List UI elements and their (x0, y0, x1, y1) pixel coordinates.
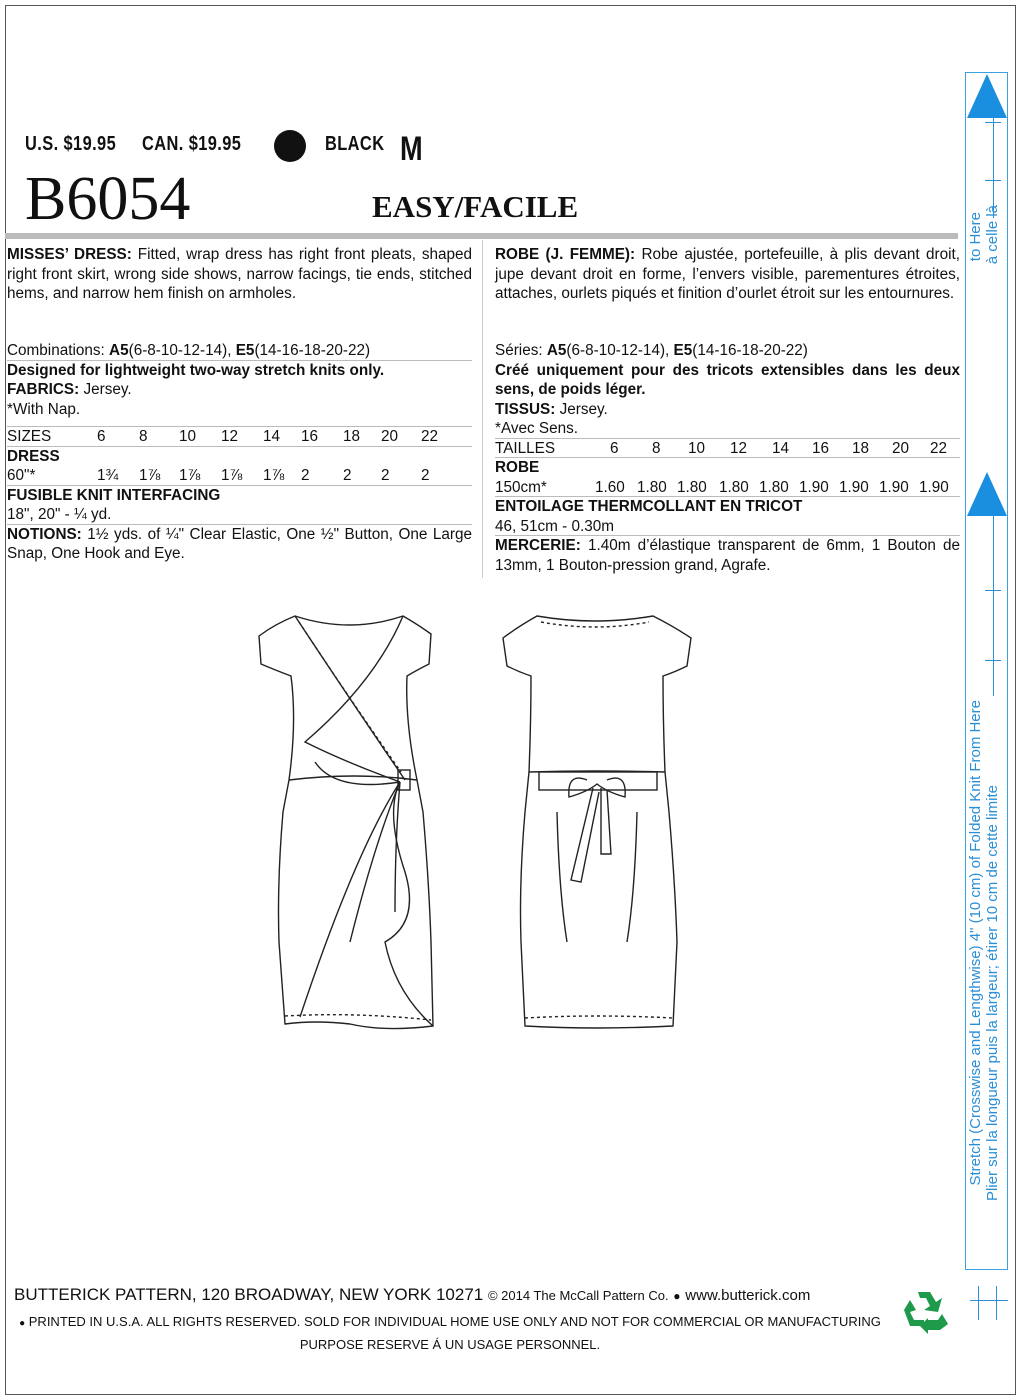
french-column (495, 245, 960, 575)
gauge-tick (985, 180, 1001, 181)
header-rule (5, 233, 958, 239)
color-swatch-icon (274, 130, 306, 162)
french-interfacing-value: 46, 51cm - 0.30m (495, 517, 960, 537)
english-fabrics: FABRICS: Jersey. (7, 381, 132, 398)
french-interfacing-label: ENTOILAGE THERMCOLLANT EN TRICOT (495, 498, 803, 515)
french-description: ROBE (J. FEMME): Robe ajustée, portefeuille, à plis devant droit, jupe devant droit en forme, l’envers visible, parementures étroites, attaches, ourlets piqués et finition d’ourlet étroit sur les entournures. (495, 246, 961, 302)
english-dress-label: DRESS (7, 447, 60, 465)
rights-notice: ● PRINTED IN U.S.A. ALL RIGHTS RESERVED. SOLD FOR INDIVIDUAL HOME USE ONLY AND NOT FOR COMMERCIAL OR MANUFACTURING PURPOSE RESERVE Á UN USAGE PERSONNEL. (19, 1314, 881, 1352)
english-column (7, 245, 472, 564)
us-price: U.S. $19.95 (25, 133, 117, 155)
dress-front-view (255, 612, 455, 1044)
stretch-arrow-top-icon (967, 74, 1007, 118)
english-interfacing-label: FUSIBLE KNIT INTERFACING (7, 486, 221, 504)
can-price: CAN. $19.95 (142, 133, 242, 155)
gauge-to-here-en: to Here (967, 212, 984, 262)
english-description: MISSES’ DRESS: Fitted, wrap dress has right front pleats, shaped right front skirt, wrong side shows, narrow facings, tie ends, stitched hems, and narrow hem finish on armholes. (7, 246, 473, 302)
english-combinations: Combinations: A5(6-8-10-12-14), E5(14-16-18-20-22) (7, 341, 472, 361)
english-interfacing-value: 18", 20" - ¼ yd. (7, 505, 472, 525)
stretch-arrow-bottom-icon (967, 472, 1007, 516)
gauge-instruction-en: Stretch (Crosswise and Lengthwise) 4" (10 cm) of Folded Knit From Here (967, 700, 984, 1186)
english-designed-for: Designed for lightweight two-way stretch knits only. (7, 361, 385, 379)
gauge-mark-left (978, 1286, 979, 1320)
gauge-line-mid (993, 516, 994, 696)
gauge-line-top (993, 118, 994, 218)
french-sizes-row: TAILLES 6 8 10 12 14 16 18 20 22 (495, 439, 960, 459)
column-divider (482, 240, 483, 578)
french-nap: *Avec Sens. (495, 419, 960, 439)
size-letter: M (400, 130, 423, 168)
french-series: Séries: A5(6-8-10-12-14), E5(14-16-18-20-22) (495, 342, 808, 359)
english-nap: *With Nap. (7, 400, 81, 418)
gauge-tick (985, 590, 1001, 591)
gauge-tick (970, 1300, 1008, 1301)
english-notions: NOTIONS: 1½ yds. of ¼" Clear Elastic, One ½" Button, One Large Snap, One Hook and Eye. (7, 525, 473, 562)
french-tissus: TISSUS: Jersey. (495, 400, 608, 418)
dress-back-view (497, 612, 697, 1044)
french-mercerie: MERCERIE: 1.40m d’élastique transparent de 6mm, 1 Bouton de 13mm, 1 Bouton-pression grand, Agrafe. (495, 537, 961, 574)
pattern-number: B6054 (25, 165, 191, 233)
difficulty: EASY/FACILE (372, 189, 579, 224)
french-robe-label: ROBE (495, 459, 540, 476)
english-dress-row: 60"* 1¾ 1⅞ 1⅞ 1⅞ 1⅞ 2 2 2 2 (7, 466, 472, 486)
gauge-tick (985, 660, 1001, 661)
french-robe-row: 150cm* 1.60 1.80 1.80 1.80 1.80 1.90 1.90 1.90 1.90 (495, 478, 960, 498)
publisher-line: BUTTERICK PATTERN, 120 BROADWAY, NEW YORK 10271 © 2014 The McCall Pattern Co. ● www.butterick.com (14, 1285, 811, 1304)
recycle-icon (898, 1288, 950, 1336)
color-name: BLACK (325, 133, 385, 155)
gauge-mark-right (996, 1286, 997, 1320)
gauge-to-here-fr: à celle là (984, 205, 1001, 265)
french-designed-for: Créé uniquement pour des tricots extensibles dans les deux sens, de poids léger. (495, 361, 960, 398)
gauge-instruction-fr: Plier sur la longueur puis la largeur; étirer 10 cm de cette limite (984, 785, 1001, 1202)
english-sizes-row: SIZES 6 8 10 12 14 16 18 20 22 (7, 427, 472, 447)
gauge-tick (985, 122, 1001, 123)
